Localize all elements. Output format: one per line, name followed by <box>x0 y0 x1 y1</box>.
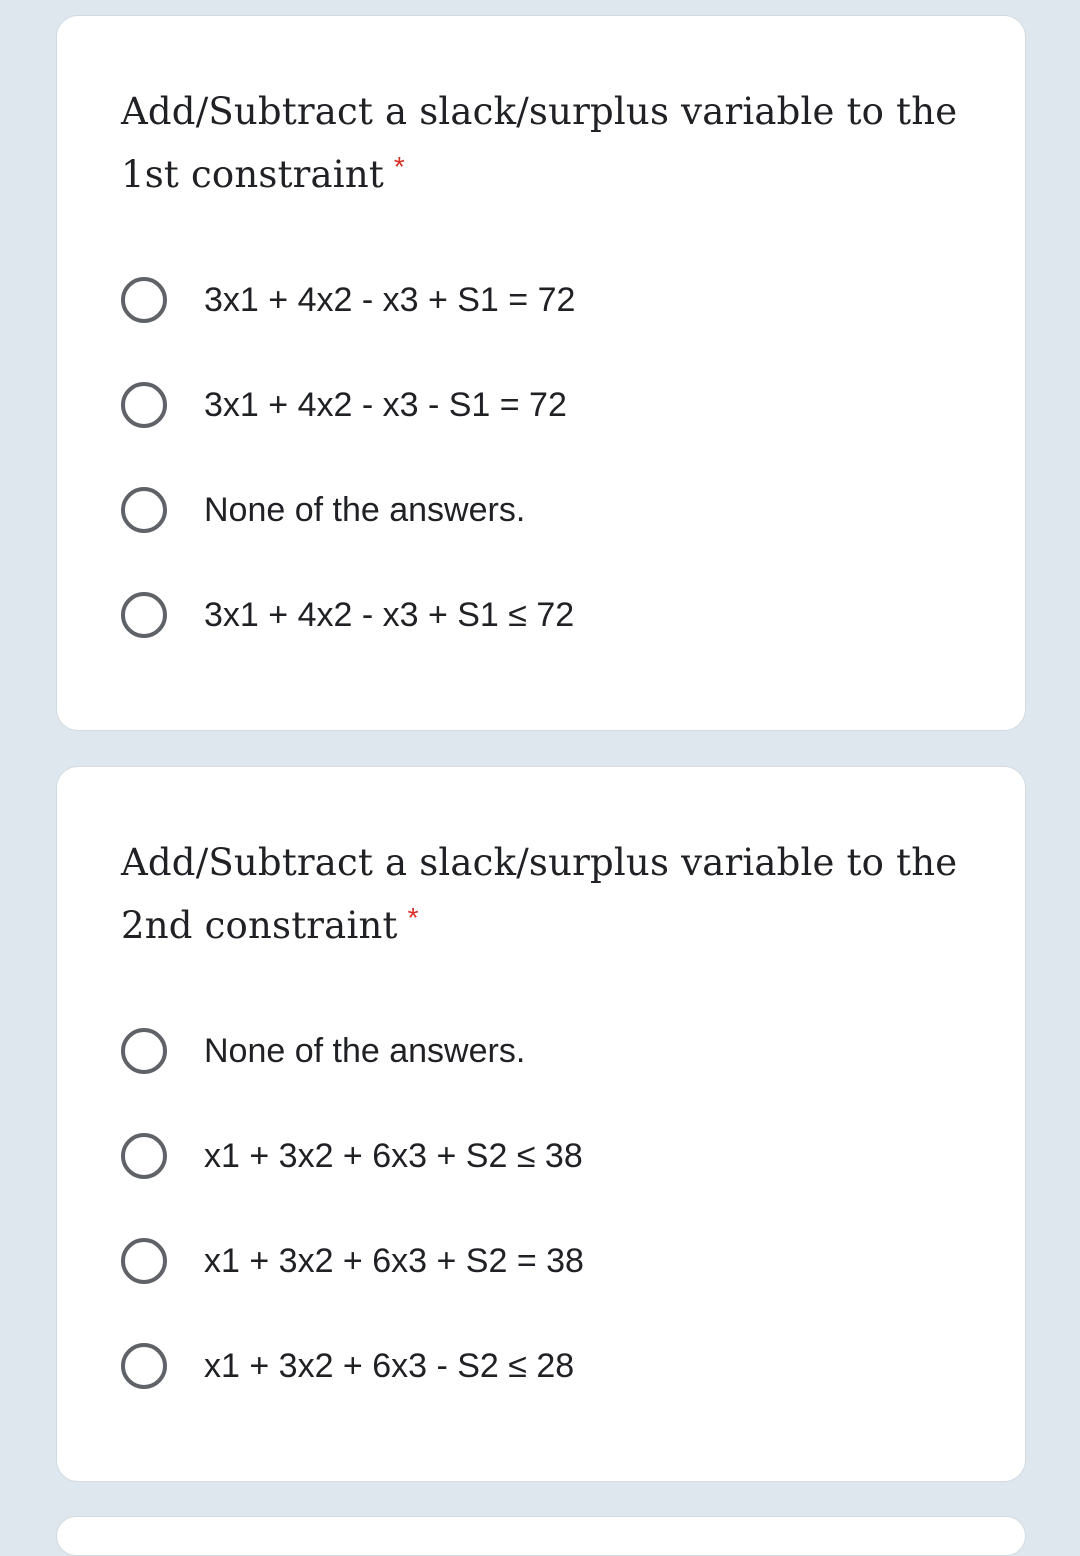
question-title-text: Add/Subtract a slack/surplus variable to the 2nd constraint <box>121 841 958 947</box>
radio-option[interactable] <box>121 1230 584 1335</box>
question-card-2 <box>56 766 1026 1482</box>
radio-option[interactable] <box>121 1020 584 1125</box>
radio-button[interactable] <box>121 1238 167 1284</box>
radio-option-label[interactable]: x1 + 3x2 + 6x3 - S2 ≤ 28 <box>204 1347 575 1385</box>
radio-button[interactable] <box>121 1133 167 1179</box>
radio-option-label[interactable]: x1 + 3x2 + 6x3 + S2 = 38 <box>204 1242 584 1280</box>
radio-button[interactable] <box>121 592 167 638</box>
radio-option[interactable] <box>121 479 575 584</box>
radio-button[interactable] <box>121 487 167 533</box>
radio-button[interactable] <box>121 382 167 428</box>
question-title <box>121 80 981 206</box>
radio-button[interactable] <box>121 277 167 323</box>
radio-option-label[interactable]: 3x1 + 4x2 - x3 - S1 = 72 <box>204 386 567 424</box>
required-asterisk: * <box>393 151 406 182</box>
radio-group <box>121 1020 584 1440</box>
radio-option-label[interactable]: None of the answers. <box>204 1032 526 1070</box>
required-asterisk: * <box>407 902 419 933</box>
radio-option[interactable] <box>121 1335 584 1440</box>
radio-option[interactable] <box>121 1125 584 1230</box>
radio-option-label[interactable]: None of the answers. <box>204 491 526 529</box>
question-title <box>121 831 981 957</box>
radio-option-label[interactable]: x1 + 3x2 + 6x3 + S2 ≤ 38 <box>204 1137 583 1175</box>
question-card-3-partial <box>56 1516 1026 1556</box>
question-title-text: Add/Subtract a slack/surplus variable to the 1st constraint <box>121 90 958 196</box>
radio-button[interactable] <box>121 1343 167 1389</box>
question-card-1 <box>56 15 1026 731</box>
radio-option[interactable] <box>121 269 575 374</box>
radio-option-label[interactable]: 3x1 + 4x2 - x3 + S1 = 72 <box>204 281 576 319</box>
radio-group <box>121 269 575 689</box>
radio-option-label[interactable]: 3x1 + 4x2 - x3 + S1 ≤ 72 <box>204 596 575 634</box>
radio-option[interactable] <box>121 374 575 479</box>
radio-option[interactable] <box>121 584 575 689</box>
radio-button[interactable] <box>121 1028 167 1074</box>
